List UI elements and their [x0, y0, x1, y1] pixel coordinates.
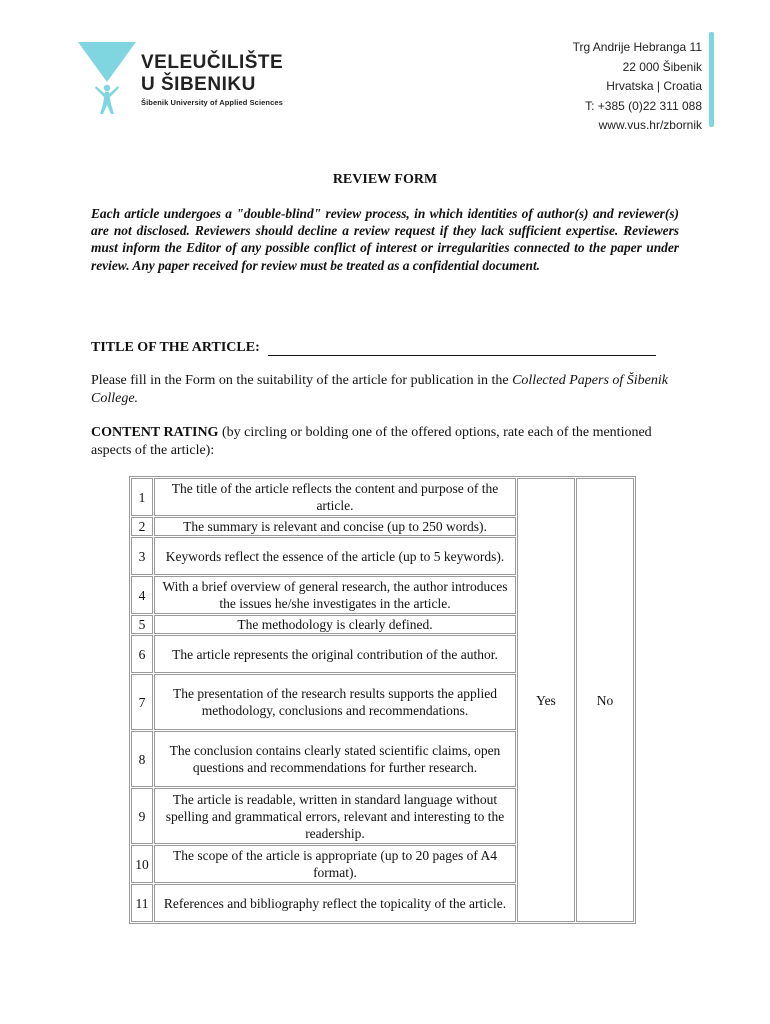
row-number: 11 — [131, 884, 153, 922]
row-number: 6 — [131, 635, 153, 673]
row-number: 2 — [131, 517, 153, 536]
address-country: Hrvatska | Croatia — [606, 79, 702, 93]
article-title-label: TITLE OF THE ARTICLE: — [91, 340, 260, 355]
logo-name-line2: U ŠIBENIKU — [141, 74, 256, 95]
no-option[interactable]: No — [576, 478, 634, 922]
content-rating-label: CONTENT RATING — [91, 425, 219, 440]
figure-with-balloon-icon — [78, 42, 136, 118]
address-block — [573, 38, 702, 136]
address-phone: T: +385 (0)22 311 088 — [585, 98, 702, 113]
row-number: 5 — [131, 615, 153, 634]
logo-subtitle: Šibenik University of Applied Sciences — [141, 98, 283, 107]
row-number: 4 — [131, 576, 153, 614]
row-criterion: The summary is relevant and concise (up to 250 words). — [154, 517, 516, 536]
form-title: REVIEW FORM — [332, 172, 438, 187]
address-website: www.vus.hr/zbornik — [598, 118, 702, 132]
row-number: 8 — [131, 731, 153, 787]
article-title-field[interactable] — [268, 340, 656, 356]
college-logo — [78, 42, 136, 123]
table-row — [131, 478, 634, 516]
address-street: Trg Andrije Hebranga 11 — [572, 40, 702, 54]
logo-text — [141, 52, 283, 107]
intro-paragraph: Each article undergoes a "double-blind" review process, in which identities of author(s) and reviewer(s) are not disclosed. Reviewers should decline a review request if they lack sufficient expertise. Reviewers must inform the Editor of any possible conflict of interest or irregularities connected to the paper under review. Any paper received for review must be treated as a confidential document. — [91, 206, 679, 273]
row-criterion: Keywords reflect the essence of the article (up to 5 keywords). — [154, 537, 516, 575]
address-city: 22 000 Šibenik — [622, 59, 702, 74]
row-criterion: The article represents the original contribution of the author. — [154, 635, 516, 673]
content-rating-instruction — [91, 424, 671, 460]
row-criterion: With a brief overview of general research, the author introduces the issues he/she investigates in the article. — [154, 576, 516, 614]
content-rating-text: (by circling or bolding one of the offered options, rate each of the mentioned aspects of the article): — [91, 425, 652, 458]
yes-option[interactable]: Yes — [517, 478, 575, 922]
row-number: 1 — [131, 478, 153, 516]
row-number: 3 — [131, 537, 153, 575]
article-title-row — [91, 340, 656, 356]
row-criterion: The methodology is clearly defined. — [154, 615, 516, 634]
accent-bar — [709, 32, 714, 127]
row-number: 9 — [131, 788, 153, 844]
logo-name-line1: VELEUČILIŠTE — [141, 52, 284, 73]
publication-name: Collected Papers of Šibenik College. — [91, 373, 668, 406]
row-criterion: The presentation of the research results supports the applied methodology, conclusions and recommendations. — [154, 674, 516, 730]
row-criterion: The article is readable, written in standard language without spelling and grammatical errors, relevant and interesting to the readership. — [154, 788, 516, 844]
fill-instruction — [91, 372, 691, 408]
row-criterion: The conclusion contains clearly stated scientific claims, open questions and recommendations for further research. — [154, 731, 516, 787]
row-criterion: The scope of the article is appropriate (up to 20 pages of A4 format). — [154, 845, 516, 883]
row-number: 7 — [131, 674, 153, 730]
fill-instruction-text: Please fill in the Form on the suitability of the article for publication in the — [91, 373, 513, 388]
rating-table — [129, 476, 636, 924]
row-criterion: The title of the article reflects the content and purpose of the article. — [154, 478, 516, 516]
row-criterion: References and bibliography reflect the topicality of the article. — [154, 884, 516, 922]
row-number: 10 — [131, 845, 153, 883]
